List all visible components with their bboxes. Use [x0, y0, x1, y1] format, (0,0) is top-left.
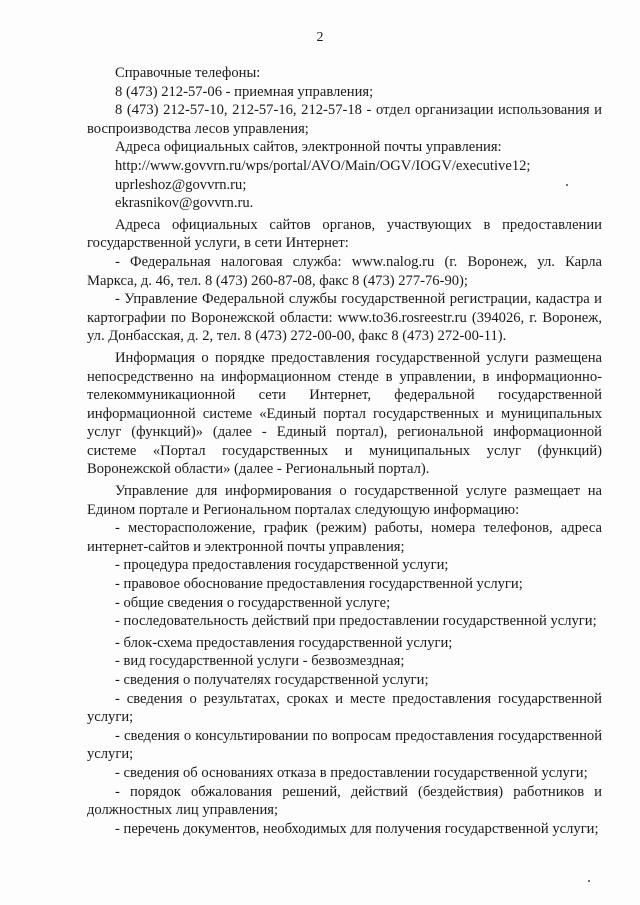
page-number: 2	[316, 30, 324, 45]
list-item-location: - месторасположение, график (режим) работы, номера телефонов, адреса интернет-сайтов и электронной почты управления;	[87, 520, 602, 555]
list-item-recipients: - сведения о получателях государственной услуги;	[115, 672, 429, 688]
paragraph-tax-service: - Федеральная налоговая служба: www.nalog.ru (г. Воронеж, ул. Карла Маркса, д. 46, тел. 8 (473) 260-87-08, факс 8 (473) 277-76-90);	[87, 253, 602, 289]
list-item-appeal: - порядок обжалования решений, действий (бездействия) работников и должностных лиц управления;	[87, 783, 602, 819]
paragraph-email-1: uprleshoz@govvrn.ru;	[115, 176, 247, 193]
list-item-consulting: - сведения о консультировании по вопросам предоставления государственной услуги;	[87, 727, 602, 763]
paragraph-department-phones: 8 (473) 212-57-10, 212-57-16, 212-57-18 - отдел организации использования и воспроизводства лесов управления;	[87, 102, 602, 137]
list-item-sequence: - последовательность действий при предоставлении государственной услуги;	[115, 613, 597, 630]
scan-speck	[588, 880, 590, 882]
paragraph-website-url: http://www.govvrn.ru/wps/portal/AVO/Main/OGV/IOGV/executive12;	[115, 157, 531, 174]
paragraph-reception-phone: 8 (473) 212-57-06 - приемная управления;	[115, 83, 374, 100]
paragraph-information-placement: Информация о порядке предоставления государственной услуги размещена непосредственно на информационном стенде в управлении, в информационно-телекоммуникационной сети Интернет, федеральной государственной информационной системе «Единый портал государственных и муниципальных услуг (функций)» (далее - Единый портал), региональной информационной системе «Портал государственных и муниципальных услуг (функций) Воронежской области» (далее - Региональный портал).	[87, 349, 602, 478]
list-item-service-type: - вид государственной услуги - безвозмездная;	[115, 653, 405, 670]
paragraph-participating-bodies: Адреса официальных сайтов органов, участвующих в предоставлении государственной услуги, в сети Интернет:	[87, 216, 602, 252]
list-item-flowchart: - блок-схема предоставления государственной услуги;	[115, 634, 453, 651]
list-item-legal-basis: - правовое обоснование предоставления государственной услуги;	[115, 576, 523, 593]
paragraph-portal-information: Управление для информирования о государственной услуге размещает на Едином портале и Региональном порталах следующую информацию:	[87, 483, 602, 518]
scan-speck	[566, 184, 568, 186]
list-item-refusal-grounds: - сведения об основаниях отказа в предоставлении государственной услуги;	[115, 764, 588, 781]
list-item-general-info: - общие сведения о государственной услуге;	[115, 594, 391, 611]
paragraph-rosreestr: - Управление Федеральной службы государственной регистрации, кадастра и картографии по Воронежской области: www.to36.rosreestr.ru (394026, г. Воронеж, ул. Донбасская, д. 2, тел. 8 (473) 272-00-00, факс 8 (473) 272-00-11).	[87, 291, 602, 345]
paragraph-websites-heading: Адреса официальных сайтов, электронной почты управления:	[115, 139, 502, 156]
document-body	[87, 64, 602, 838]
list-item-documents: - перечень документов, необходимых для получения государственной услуги;	[115, 820, 599, 837]
paragraph-email-2: ekrasnikov@govvrn.ru.	[115, 195, 254, 212]
list-item-results: - сведения о результатах, сроках и месте предоставления государственной услуги;	[87, 690, 602, 726]
paragraph-reference-phones-heading: Справочные телефоны:	[115, 65, 261, 81]
list-item-procedure: - процедура предоставления государственной услуги;	[115, 557, 449, 574]
